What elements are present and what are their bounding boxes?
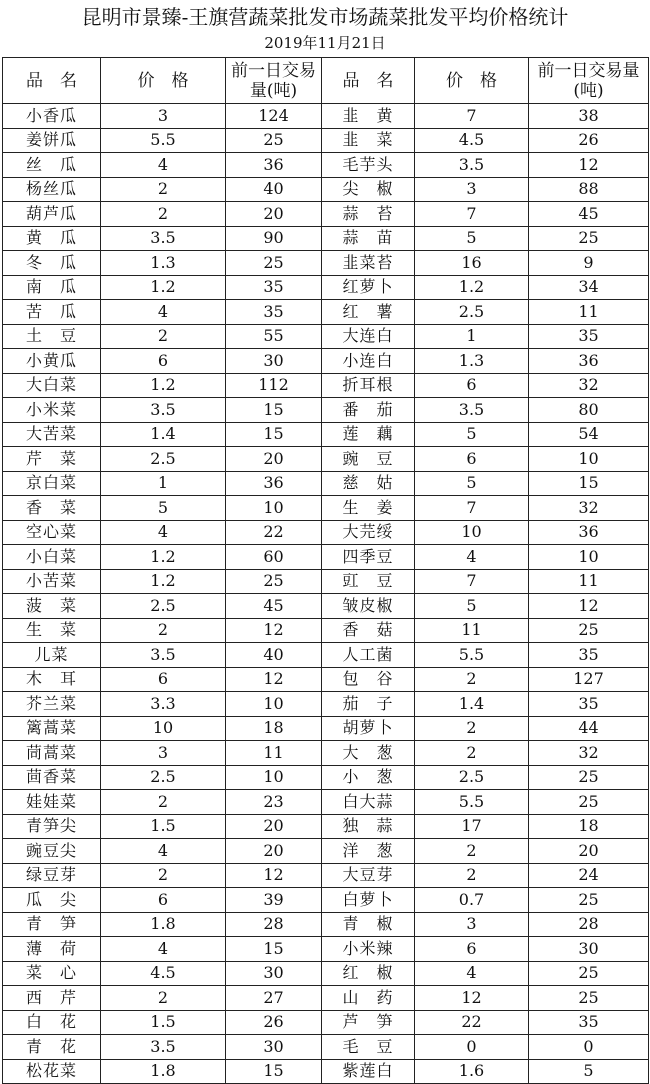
name-cell: 豌豆尖	[3, 839, 101, 864]
price-cell: 3.5	[101, 226, 226, 251]
table-row	[3, 594, 649, 619]
price-cell: 4	[101, 839, 226, 864]
name-cell: 番 茄	[322, 398, 415, 423]
name-cell: 香 菜	[3, 496, 101, 521]
volume-cell: 35	[226, 275, 322, 300]
table-row	[3, 300, 649, 325]
volume-cell: 20	[226, 202, 322, 227]
volume-cell: 35	[529, 324, 649, 349]
volume-cell: 15	[226, 1059, 322, 1084]
price-cell: 3.5	[101, 1035, 226, 1060]
price-cell: 3	[415, 912, 529, 937]
name-cell: 小连白	[322, 349, 415, 374]
volume-cell: 40	[226, 177, 322, 202]
price-cell: 4	[101, 937, 226, 962]
volume-cell: 18	[226, 716, 322, 741]
volume-cell: 30	[529, 937, 649, 962]
price-cell: 5	[415, 471, 529, 496]
name-cell: 青笋尖	[3, 814, 101, 839]
price-cell: 2	[101, 177, 226, 202]
name-cell: 儿菜	[3, 643, 101, 668]
name-cell: 南 瓜	[3, 275, 101, 300]
name-cell: 生 姜	[322, 496, 415, 521]
volume-cell: 36	[226, 153, 322, 178]
name-cell: 姜饼瓜	[3, 128, 101, 153]
volume-cell: 28	[226, 912, 322, 937]
table-row	[3, 324, 649, 349]
volume-cell: 54	[529, 422, 649, 447]
price-cell: 6	[415, 447, 529, 472]
name-cell: 茴香菜	[3, 765, 101, 790]
price-cell: 3	[101, 104, 226, 129]
volume-cell: 10	[226, 765, 322, 790]
volume-cell: 10	[529, 545, 649, 570]
volume-cell: 12	[529, 153, 649, 178]
volume-cell: 36	[529, 349, 649, 374]
name-cell: 香 菇	[322, 618, 415, 643]
volume-cell: 9	[529, 251, 649, 276]
name-cell: 豇 豆	[322, 569, 415, 594]
price-cell: 4	[415, 961, 529, 986]
table-row	[3, 202, 649, 227]
table-row	[3, 226, 649, 251]
name-cell: 白萝卜	[322, 888, 415, 913]
table-row	[3, 471, 649, 496]
name-cell: 薄 荷	[3, 937, 101, 962]
price-cell: 2.5	[415, 300, 529, 325]
name-cell: 大白菜	[3, 373, 101, 398]
volume-cell: 10	[226, 692, 322, 717]
name-cell: 葫芦瓜	[3, 202, 101, 227]
price-cell: 16	[415, 251, 529, 276]
price-cell: 4.5	[101, 961, 226, 986]
price-cell: 7	[415, 569, 529, 594]
volume-cell: 12	[529, 594, 649, 619]
name-cell: 青 椒	[322, 912, 415, 937]
table-row	[3, 839, 649, 864]
volume-cell: 32	[529, 373, 649, 398]
table-row	[3, 1035, 649, 1060]
name-cell: 慈 姑	[322, 471, 415, 496]
volume-cell: 26	[529, 128, 649, 153]
name-cell: 韭 黄	[322, 104, 415, 129]
table-row	[3, 373, 649, 398]
volume-cell: 30	[226, 961, 322, 986]
volume-cell: 20	[226, 447, 322, 472]
table-row	[3, 447, 649, 472]
header-price-left: 价 格	[101, 58, 226, 104]
name-cell: 大 葱	[322, 741, 415, 766]
price-cell: 7	[415, 104, 529, 129]
volume-cell: 35	[226, 300, 322, 325]
price-cell: 1.2	[101, 545, 226, 570]
name-cell: 瓜 尖	[3, 888, 101, 913]
name-cell: 小香瓜	[3, 104, 101, 129]
header-volume-right: 前一日交易量(吨)	[529, 58, 649, 104]
price-cell: 1.2	[101, 569, 226, 594]
table-row	[3, 814, 649, 839]
volume-cell: 15	[226, 422, 322, 447]
header-name-right: 品 名	[322, 58, 415, 104]
table-row	[3, 692, 649, 717]
table-row	[3, 741, 649, 766]
price-table	[2, 57, 649, 1084]
volume-cell: 55	[226, 324, 322, 349]
volume-cell: 28	[529, 912, 649, 937]
name-cell: 大连白	[322, 324, 415, 349]
volume-cell: 36	[226, 471, 322, 496]
name-cell: 四季豆	[322, 545, 415, 570]
name-cell: 西 芹	[3, 986, 101, 1011]
name-cell: 白 花	[3, 1010, 101, 1035]
price-cell: 1.6	[415, 1059, 529, 1084]
name-cell: 芥兰菜	[3, 692, 101, 717]
price-cell: 5.5	[415, 643, 529, 668]
volume-cell: 90	[226, 226, 322, 251]
price-cell: 2	[101, 618, 226, 643]
table-row	[3, 153, 649, 178]
volume-cell: 15	[226, 937, 322, 962]
volume-cell: 35	[529, 643, 649, 668]
volume-cell: 11	[226, 741, 322, 766]
volume-cell: 32	[529, 496, 649, 521]
name-cell: 娃娃菜	[3, 790, 101, 815]
volume-cell: 124	[226, 104, 322, 129]
name-cell: 大苦菜	[3, 422, 101, 447]
price-cell: 1.2	[101, 275, 226, 300]
table-row	[3, 349, 649, 374]
name-cell: 丝 瓜	[3, 153, 101, 178]
volume-cell: 20	[529, 839, 649, 864]
volume-cell: 20	[226, 814, 322, 839]
name-cell: 小苦菜	[3, 569, 101, 594]
price-cell: 1.4	[101, 422, 226, 447]
volume-cell: 30	[226, 349, 322, 374]
table-row	[3, 275, 649, 300]
volume-cell: 25	[226, 251, 322, 276]
report-date: 2019年11月21日	[264, 34, 386, 52]
volume-cell: 10	[529, 447, 649, 472]
name-cell: 山 药	[322, 986, 415, 1011]
volume-cell: 25	[226, 569, 322, 594]
price-cell: 2.5	[101, 447, 226, 472]
price-cell: 2	[415, 741, 529, 766]
volume-cell: 32	[529, 741, 649, 766]
name-cell: 木 耳	[3, 667, 101, 692]
name-cell: 小 葱	[322, 765, 415, 790]
name-cell: 红 椒	[322, 961, 415, 986]
volume-cell: 44	[529, 716, 649, 741]
price-cell: 1.5	[101, 1010, 226, 1035]
volume-cell: 20	[226, 839, 322, 864]
name-cell: 黄 瓜	[3, 226, 101, 251]
name-cell: 菜 心	[3, 961, 101, 986]
volume-cell: 45	[529, 202, 649, 227]
volume-cell: 112	[226, 373, 322, 398]
volume-cell: 25	[529, 790, 649, 815]
name-cell: 包 谷	[322, 667, 415, 692]
table-row	[3, 177, 649, 202]
name-cell: 洋 葱	[322, 839, 415, 864]
table-row	[3, 716, 649, 741]
price-cell: 1.2	[101, 373, 226, 398]
name-cell: 青 笋	[3, 912, 101, 937]
price-cell: 3.5	[101, 643, 226, 668]
price-cell: 0.7	[415, 888, 529, 913]
volume-cell: 25	[529, 765, 649, 790]
volume-cell: 5	[529, 1059, 649, 1084]
price-cell: 1.5	[101, 814, 226, 839]
price-cell: 5.5	[415, 790, 529, 815]
volume-cell: 88	[529, 177, 649, 202]
price-cell: 12	[415, 986, 529, 1011]
price-cell: 3.5	[415, 153, 529, 178]
price-cell: 2.5	[101, 765, 226, 790]
price-cell: 1.8	[101, 1059, 226, 1084]
volume-cell: 25	[529, 888, 649, 913]
price-cell: 11	[415, 618, 529, 643]
header-price-right: 价 格	[415, 58, 529, 104]
name-cell: 青 花	[3, 1035, 101, 1060]
volume-cell: 25	[529, 618, 649, 643]
name-cell: 空心菜	[3, 520, 101, 545]
price-cell: 4	[101, 520, 226, 545]
volume-cell: 25	[529, 986, 649, 1011]
name-cell: 篱蒿菜	[3, 716, 101, 741]
table-row	[3, 888, 649, 913]
volume-cell: 10	[226, 496, 322, 521]
name-cell: 红萝卜	[322, 275, 415, 300]
price-cell: 5	[101, 496, 226, 521]
volume-cell: 40	[226, 643, 322, 668]
volume-cell: 15	[226, 398, 322, 423]
volume-cell: 25	[226, 128, 322, 153]
table-row	[3, 545, 649, 570]
name-cell: 小黄瓜	[3, 349, 101, 374]
name-cell: 京白菜	[3, 471, 101, 496]
table-body	[3, 104, 649, 1084]
price-cell: 7	[415, 202, 529, 227]
table-row	[3, 937, 649, 962]
table-row	[3, 667, 649, 692]
table-header-row	[3, 58, 649, 104]
price-cell: 4	[101, 153, 226, 178]
volume-cell: 12	[226, 618, 322, 643]
table-row	[3, 422, 649, 447]
volume-cell: 12	[226, 667, 322, 692]
volume-cell: 45	[226, 594, 322, 619]
price-cell: 5	[415, 226, 529, 251]
name-cell: 土 豆	[3, 324, 101, 349]
price-cell: 1.3	[415, 349, 529, 374]
name-cell: 松花菜	[3, 1059, 101, 1084]
table-row	[3, 643, 649, 668]
price-cell: 2	[101, 202, 226, 227]
price-cell: 3	[415, 177, 529, 202]
name-cell: 大豆芽	[322, 863, 415, 888]
name-cell: 胡萝卜	[322, 716, 415, 741]
price-cell: 6	[101, 349, 226, 374]
volume-cell: 60	[226, 545, 322, 570]
price-cell: 6	[101, 667, 226, 692]
name-cell: 毛芋头	[322, 153, 415, 178]
name-cell: 独 蒜	[322, 814, 415, 839]
volume-cell: 30	[226, 1035, 322, 1060]
price-cell: 6	[415, 373, 529, 398]
table-row	[3, 765, 649, 790]
name-cell: 小白菜	[3, 545, 101, 570]
table-row	[3, 520, 649, 545]
price-cell: 2.5	[415, 765, 529, 790]
price-cell: 2	[415, 839, 529, 864]
volume-cell: 36	[529, 520, 649, 545]
name-cell: 杨丝瓜	[3, 177, 101, 202]
name-cell: 苦 瓜	[3, 300, 101, 325]
name-cell: 折耳根	[322, 373, 415, 398]
table-row	[3, 251, 649, 276]
table-row	[3, 496, 649, 521]
name-cell: 茼蒿菜	[3, 741, 101, 766]
price-cell: 4	[415, 545, 529, 570]
price-cell: 2	[415, 863, 529, 888]
price-cell: 10	[101, 716, 226, 741]
volume-cell: 11	[529, 300, 649, 325]
volume-cell: 25	[529, 226, 649, 251]
name-cell: 尖 椒	[322, 177, 415, 202]
volume-cell: 26	[226, 1010, 322, 1035]
table-row	[3, 618, 649, 643]
name-cell: 紫莲白	[322, 1059, 415, 1084]
name-cell: 豌 豆	[322, 447, 415, 472]
volume-cell: 38	[529, 104, 649, 129]
price-cell: 1.2	[415, 275, 529, 300]
volume-cell: 39	[226, 888, 322, 913]
name-cell: 白大蒜	[322, 790, 415, 815]
name-cell: 冬 瓜	[3, 251, 101, 276]
name-cell: 小米菜	[3, 398, 101, 423]
price-cell: 2	[101, 790, 226, 815]
table-row	[3, 398, 649, 423]
price-cell: 6	[415, 937, 529, 962]
price-cell: 1	[415, 324, 529, 349]
name-cell: 韭菜苔	[322, 251, 415, 276]
table-row	[3, 912, 649, 937]
volume-cell: 22	[226, 520, 322, 545]
table-row	[3, 986, 649, 1011]
volume-cell: 25	[529, 961, 649, 986]
table-row	[3, 863, 649, 888]
name-cell: 人工菌	[322, 643, 415, 668]
price-cell: 3.5	[415, 398, 529, 423]
price-cell: 5	[415, 594, 529, 619]
price-cell: 4.5	[415, 128, 529, 153]
volume-cell: 23	[226, 790, 322, 815]
price-cell: 4	[101, 300, 226, 325]
volume-cell: 27	[226, 986, 322, 1011]
price-cell: 1.4	[415, 692, 529, 717]
name-cell: 蒜 苗	[322, 226, 415, 251]
price-cell: 17	[415, 814, 529, 839]
table-row	[3, 961, 649, 986]
price-cell: 3	[101, 741, 226, 766]
table-row	[3, 569, 649, 594]
volume-cell: 0	[529, 1035, 649, 1060]
price-cell: 0	[415, 1035, 529, 1060]
price-cell: 3.3	[101, 692, 226, 717]
price-cell: 22	[415, 1010, 529, 1035]
name-cell: 菠 菜	[3, 594, 101, 619]
name-cell: 皱皮椒	[322, 594, 415, 619]
volume-cell: 24	[529, 863, 649, 888]
name-cell: 生 菜	[3, 618, 101, 643]
table-row	[3, 1059, 649, 1084]
volume-cell: 127	[529, 667, 649, 692]
price-cell: 5	[415, 422, 529, 447]
header-volume-left: 前一日交易量(吨)	[226, 58, 322, 104]
price-cell: 1	[101, 471, 226, 496]
price-cell: 1.3	[101, 251, 226, 276]
price-cell: 7	[415, 496, 529, 521]
price-cell: 1.8	[101, 912, 226, 937]
price-cell: 5.5	[101, 128, 226, 153]
table-row	[3, 790, 649, 815]
name-cell: 毛 豆	[322, 1035, 415, 1060]
price-cell: 10	[415, 520, 529, 545]
volume-cell: 80	[529, 398, 649, 423]
name-cell: 芹 菜	[3, 447, 101, 472]
table-row	[3, 104, 649, 129]
volume-cell: 18	[529, 814, 649, 839]
volume-cell: 35	[529, 692, 649, 717]
price-cell: 2	[101, 324, 226, 349]
name-cell: 小米辣	[322, 937, 415, 962]
price-cell: 3.5	[101, 398, 226, 423]
volume-cell: 35	[529, 1010, 649, 1035]
name-cell: 韭 菜	[322, 128, 415, 153]
table-row	[3, 1010, 649, 1035]
volume-cell: 34	[529, 275, 649, 300]
name-cell: 蒜 苔	[322, 202, 415, 227]
name-cell: 大芫绥	[322, 520, 415, 545]
name-cell: 莲 藕	[322, 422, 415, 447]
name-cell: 绿豆芽	[3, 863, 101, 888]
page-title: 昆明市景臻-王旗营蔬菜批发市场蔬菜批发平均价格统计	[81, 5, 569, 29]
name-cell: 红 薯	[322, 300, 415, 325]
price-cell: 2	[415, 716, 529, 741]
table-row	[3, 128, 649, 153]
price-cell: 2	[101, 986, 226, 1011]
price-cell: 2	[415, 667, 529, 692]
name-cell: 茄 子	[322, 692, 415, 717]
price-cell: 2	[101, 863, 226, 888]
name-cell: 芦 笋	[322, 1010, 415, 1035]
header-name-left: 品 名	[3, 58, 101, 104]
volume-cell: 12	[226, 863, 322, 888]
price-cell: 2.5	[101, 594, 226, 619]
volume-cell: 11	[529, 569, 649, 594]
volume-cell: 15	[529, 471, 649, 496]
price-cell: 6	[101, 888, 226, 913]
